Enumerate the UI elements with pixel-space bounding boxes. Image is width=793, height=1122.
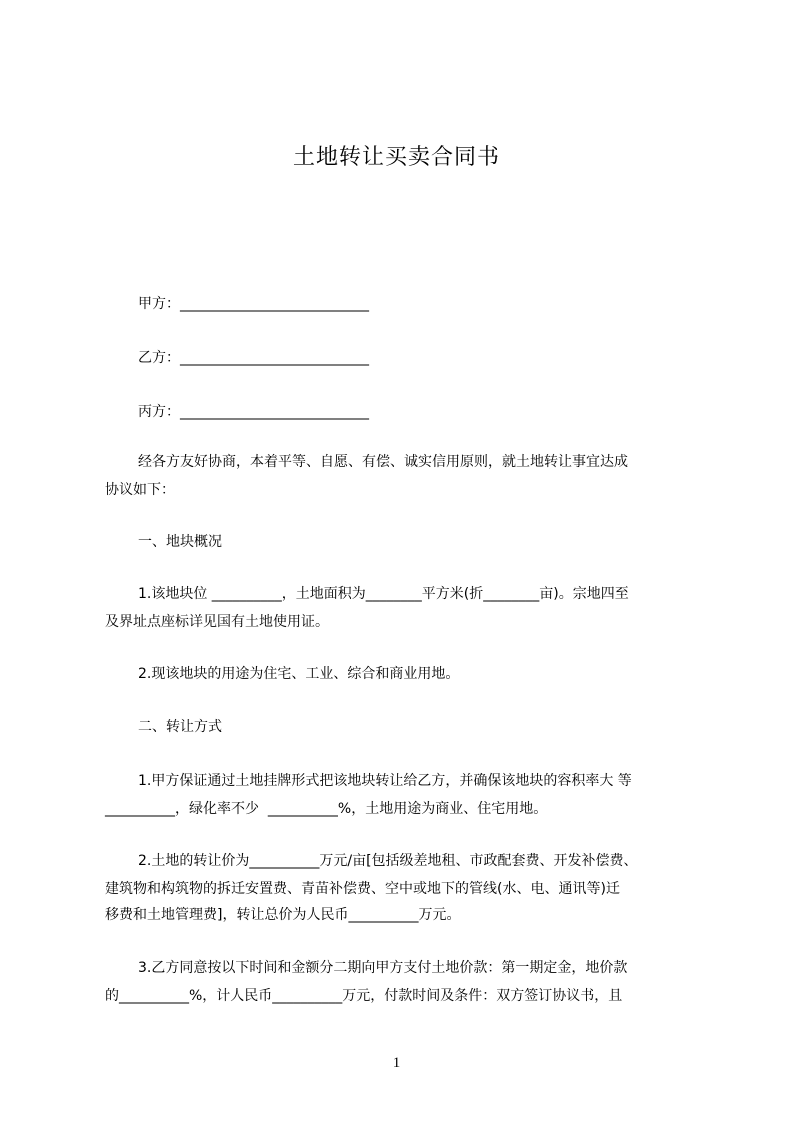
s2-item1-line-2: __________，绿化率不少 __________%，土地用途为商业、住宅用地。 — [105, 801, 548, 817]
s2-item3-line-2: 的__________%，计人民币__________万元，付款时间及条件：双方签订协议书，且 — [105, 988, 623, 1004]
section-1-heading: 一、地块概况 — [138, 534, 222, 550]
s2-item2-line-1: 2.土地的转让价为__________万元/亩[包括级差地租、市政配套费、开发补偿费、 — [138, 853, 638, 869]
s2-item1-line-1: 1.甲方保证通过土地挂牌形式把该地块转让给乙方，并确保该地块的容积率大 等 — [138, 773, 632, 789]
page-number: 1 — [392, 1055, 401, 1071]
s1-item2: 2.现该地块的用途为住宅、工业、综合和商业用地。 — [138, 666, 460, 682]
s2-item2-line-2: 建筑物和构筑物的拆迁安置费、青苗补偿费、空中或地下的管线(水、电、通讯等)迁 — [105, 881, 620, 897]
s2-item2-line-3: 移费和土地管理费]，转让总价为人民币__________万元。 — [105, 907, 461, 923]
intro-line-1: 经各方友好协商，本着平等、自愿、有偿、诚实信用原则，就土地转让事宜达成 — [138, 454, 628, 470]
party-a-line: 甲方：___________________________ — [138, 296, 369, 312]
party-b-line: 乙方：___________________________ — [138, 350, 369, 366]
s2-item3-line-1: 3.乙方同意按以下时间和金额分二期向甲方支付土地价款：第一期定金，地价款 — [138, 960, 628, 976]
s1-item1-line-2: 及界址点座标详见国有土地使用证。 — [105, 614, 329, 630]
intro-line-2: 协议如下： — [105, 482, 175, 498]
document-title: 土地转让买卖合同书 — [292, 145, 500, 170]
section-2-heading: 二、转让方式 — [138, 719, 222, 735]
s1-item1-line-1: 1.该地块位 __________，土地面积为________平方米(折________亩)。宗地四至 — [138, 586, 629, 602]
party-c-line: 丙方：___________________________ — [138, 404, 369, 420]
